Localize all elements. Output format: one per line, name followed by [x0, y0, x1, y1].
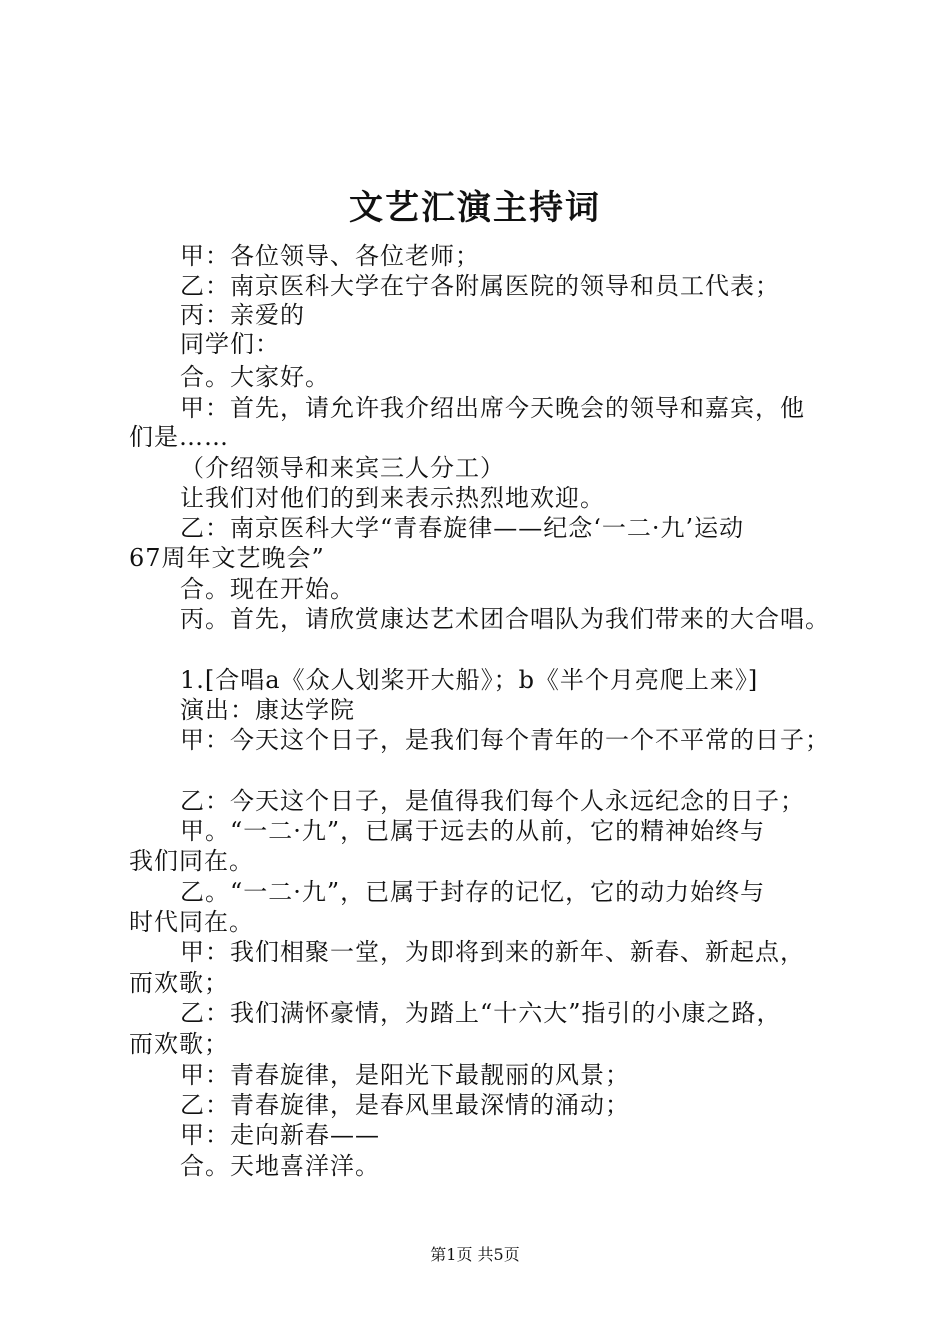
- text-line: 我们同在。: [129, 847, 254, 875]
- text-line: 乙。“一二·九”，已属于封存的记忆，它的动力始终与: [180, 878, 766, 906]
- text-line: 甲：首先，请允许我介绍出席今天晚会的领导和嘉宾，他: [180, 394, 805, 422]
- text-line: 乙：我们满怀豪情，为踏上“十六大”指引的小康之路，: [180, 999, 782, 1027]
- page-number-footer: 第1页 共5页: [430, 1245, 520, 1264]
- document-title: 文艺汇演主持词: [349, 188, 601, 228]
- text-line: 合。现在开始。: [180, 575, 355, 603]
- text-line: 甲：青春旋律，是阳光下最靓丽的风景；: [180, 1061, 630, 1089]
- text-line: 让我们对他们的到来表示热烈地欢迎。: [180, 484, 605, 512]
- text-line: 甲。“一二·九”，已属于远去的从前，它的精神始终与: [180, 817, 766, 845]
- text-line: 演出：康达学院: [180, 696, 355, 724]
- text-line: 们是……: [129, 423, 229, 451]
- text-line: 甲：今天这个日子，是我们每个青年的一个不平常的日子；: [180, 726, 830, 754]
- text-line: （介绍领导和来宾三人分工）: [180, 454, 505, 482]
- text-line: 同学们：: [180, 330, 280, 358]
- text-line: 而欢歌；: [129, 969, 229, 997]
- text-line: 乙：南京医科大学“青春旋律——纪念‘一二·九’运动: [180, 514, 745, 542]
- text-line: 时代同在。: [129, 908, 254, 936]
- text-line: 67周年文艺晚会”: [129, 544, 325, 572]
- text-line: 乙：青春旋律，是春风里最深情的涌动；: [180, 1091, 630, 1119]
- text-line: 丙。首先，请欣赏康达艺术团合唱队为我们带来的大合唱。: [180, 605, 830, 633]
- text-line: 乙：今天这个日子，是值得我们每个人永远纪念的日子；: [180, 787, 805, 815]
- text-line: 甲：走向新春——: [180, 1121, 380, 1149]
- text-line: 甲：我们相聚一堂，为即将到来的新年、新春、新起点，: [180, 938, 805, 966]
- text-line: 合。大家好。: [180, 363, 330, 391]
- text-line: 合。天地喜洋洋。: [180, 1152, 380, 1180]
- text-line: 丙：亲爱的: [180, 301, 305, 329]
- text-line: 乙：南京医科大学在宁各附属医院的领导和员工代表；: [180, 272, 780, 300]
- text-line: 甲：各位领导、各位老师；: [180, 242, 480, 270]
- text-line: 1.[合唱a《众人划桨开大船》；b《半个月亮爬上来》]: [180, 666, 759, 694]
- text-line: 而欢歌；: [129, 1030, 229, 1058]
